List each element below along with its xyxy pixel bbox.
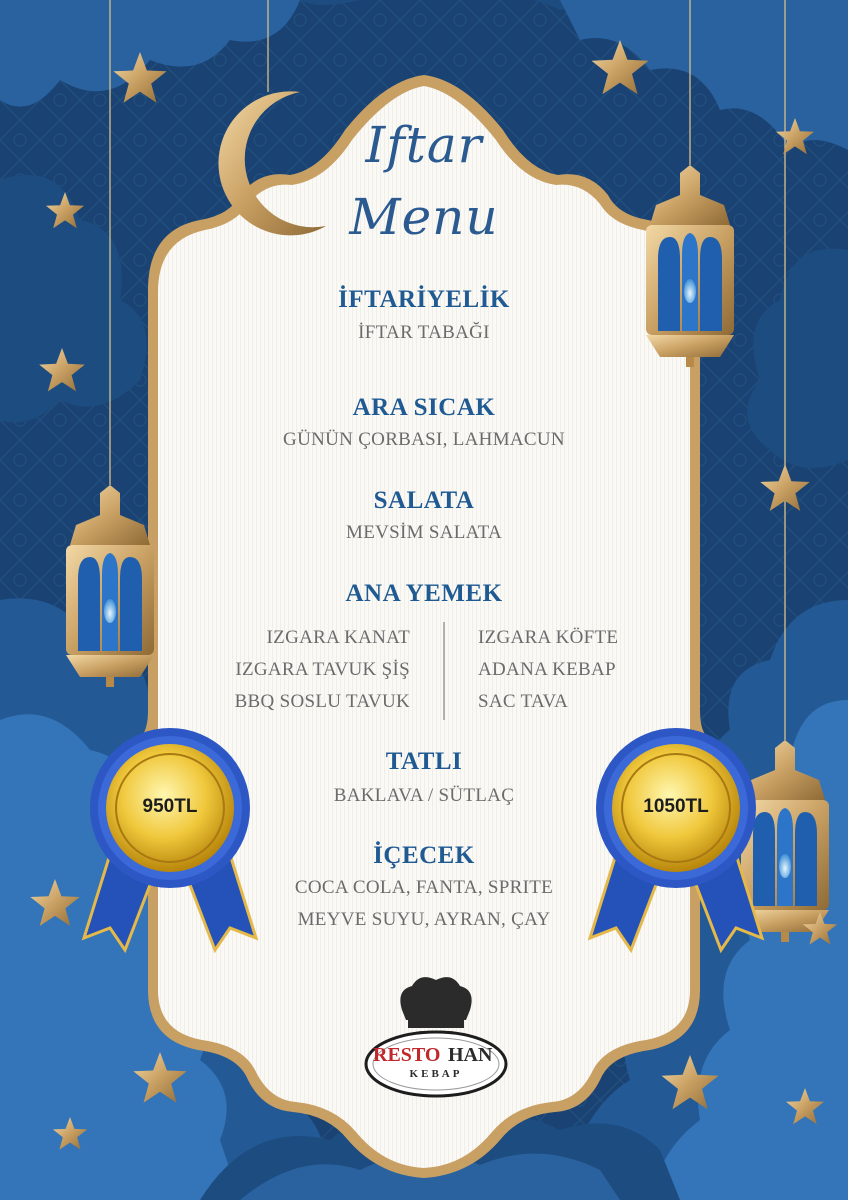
main-course-right-item: IZGARA KÖFTE — [478, 627, 619, 648]
section-heading: TATLI — [385, 748, 463, 775]
section-item: GÜNÜN ÇORBASI, LAHMACUN — [283, 429, 565, 450]
logo-word-2: HAN — [448, 1044, 493, 1066]
price-left: 950TL — [142, 796, 198, 817]
section-heading: İÇECEK — [373, 842, 475, 869]
section-heading: ANA YEMEK — [345, 580, 503, 607]
price-right: 1050TL — [643, 796, 709, 817]
section-item: BAKLAVA / SÜTLAÇ — [333, 785, 515, 806]
section-heading: İFTARİYELİK — [338, 286, 510, 313]
title-line-2: Menu — [349, 188, 499, 246]
main-course-left-item: IZGARA TAVUK ŞİŞ — [235, 659, 410, 680]
section-heading: ARA SICAK — [352, 394, 496, 421]
section-item: MEYVE SUYU, AYRAN, ÇAY — [297, 909, 551, 930]
section-item: İFTAR TABAĞI — [358, 322, 490, 343]
main-course-left-item: BBQ SOSLU TAVUK — [234, 691, 410, 712]
section-item: COCA COLA, FANTA, SPRITE — [294, 877, 554, 898]
logo-word-1: RESTO — [373, 1044, 441, 1066]
section-heading: SALATA — [373, 487, 475, 514]
section-item: MEVSİM SALATA — [346, 522, 502, 543]
logo-subtitle: KEBAP — [409, 1068, 463, 1080]
main-course-left-item: IZGARA KANAT — [266, 627, 410, 648]
main-course-right-item: SAC TAVA — [478, 691, 569, 712]
main-course-right-item: ADANA KEBAP — [478, 659, 616, 680]
title-line-1: Iftar — [365, 116, 483, 174]
